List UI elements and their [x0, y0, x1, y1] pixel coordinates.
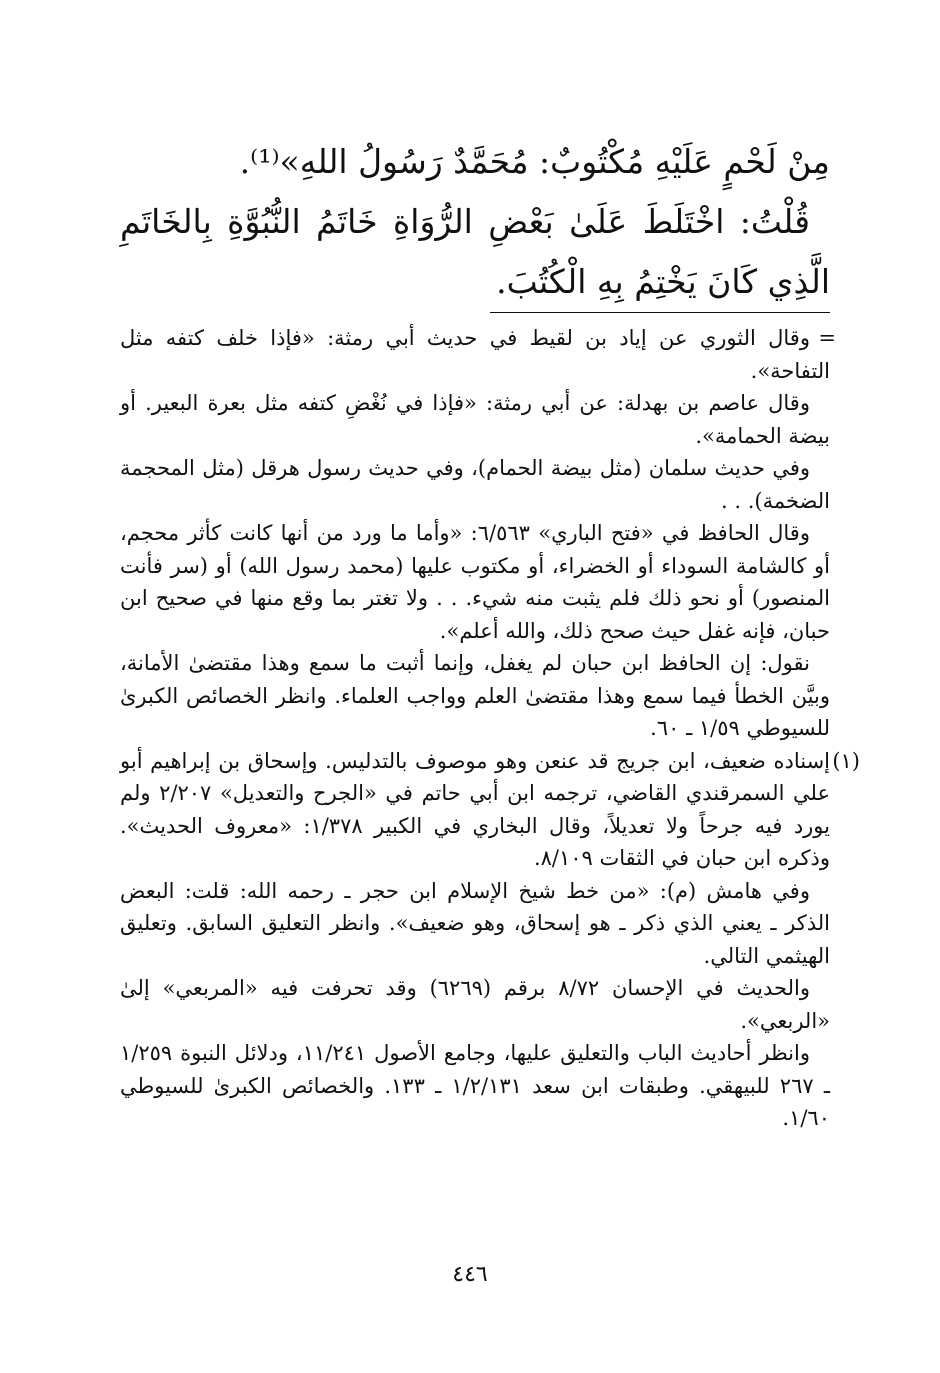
continuation-marker: = [818, 326, 836, 350]
main-text-line-1: مِنْ لَحْمٍ عَلَيْهِ مُكْتُوبٌ: مُحَمَّدٌ رَسُولُ اللهِ»⁽¹⁾. [239, 142, 830, 181]
main-text [120, 132, 830, 312]
continued-note-text-1: وقال الثوري عن إياد بن لقيط في حديث أبي رمثة: «فإذا خلف كتفه مثل التفاحة». [120, 326, 830, 383]
footnote-1-paragraph-2: وفي هامش (م): «من خط شيخ الإسلام ابن حجر ـ رحمه الله: قلت: البعض الذكر ـ يعني الذي ذكر ـ هو إسحاق، وهو ضعيف». وانظر التعليق السابق. وتعليق الهيثمي التالي. [120, 878, 830, 968]
continued-note-paragraph-5: نقول: إن الحافظ ابن حبان لم يغفل، وإنما أثبت ما سمع وهذا مقتضىٰ الأمانة، وبيَّن الخطأ فيما سمع وهذا مقتضىٰ العلم وواجب العلماء. وانظر الخصائص الكبرىٰ للسيوطي ١/٥٩ ـ ٦٠. [120, 651, 830, 740]
footnote-1-text: إسناده ضعيف، ابن جريج قد عنعن وهو موصوف بالتدليس. وإسحاق بن إبراهيم أبو علي السمرقندي القاضي، ترجمه ابن أبي حاتم في «الجرح والتعديل» ٢/٢٠٧ ولم يورد فيه جرحاً ولا تعديلاً، وقال البخاري في الكبير ١/٣٧٨: «معروف الحديث». وذكره ابن حبان في الثقات ٨/١٠٩. [120, 748, 830, 870]
footnote-1 [120, 745, 860, 875]
footnote-separator [490, 312, 830, 313]
footnotes [120, 322, 860, 1135]
continued-note-paragraph-1 [120, 322, 836, 387]
page-number: ٤٤٦ [452, 1262, 488, 1287]
main-text-paragraph-2: قُلْتُ: اخْتَلَطَ عَلَىٰ بَعْضِ الرُّوَاةِ خَاتَمُ النُّبُوَّةِ بِالخَاتَمِ الَّذِي كَانَ يَخْتِمُ بِهِ الْكُتُبَ. [120, 202, 830, 301]
continued-note-paragraph-2: وقال عاصم بن بهدلة: عن أبي رمثة: «فإذا في نُغْضِ كتفه مثل بعرة البعير. أو بيضة الحمامة». [120, 391, 830, 448]
continued-note-paragraph-4: وقال الحافظ في «فتح الباري» ٦/٥٦٣: «وأما ما ورد من أنها كانت كأثر محجم، أو كالشامة السوداء أو الخضراء، أو مكتوب عليها (محمد رسول الله) أو (سر فأنت المنصور) أو نحو ذلك فلم يثبت منه شيء. . . ولا تغتر بما وقع منها في صحيح ابن حبان، فإنه غفل حيث صحح ذلك، والله أعلم». [120, 521, 830, 643]
footnote-1-marker: (١) [832, 748, 860, 773]
footnote-1-paragraph-4: وانظر أحاديث الباب والتعليق عليها، وجامع الأصول ١١/٢٤١، ودلائل النبوة ١/٢٥٩ ـ ٢٦٧ للبيهقي. وطبقات ابن سعد ١/٢/١٣١ ـ ١٣٣. والخصائص الكبرىٰ للسيوطي ١/٦٠. [120, 1041, 830, 1130]
footnote-1-paragraph-3: والحديث في الإحسان ٨/٧٢ برقم (٦٢٦٩) وقد تحرفت فيه «المربعي» إلىٰ «الربعي». [120, 976, 830, 1033]
continued-note-paragraph-3: وفي حديث سلمان (مثل بيضة الحمام)، وفي حديث رسول هرقل (مثل المحجمة الضخمة). . . [120, 456, 830, 513]
